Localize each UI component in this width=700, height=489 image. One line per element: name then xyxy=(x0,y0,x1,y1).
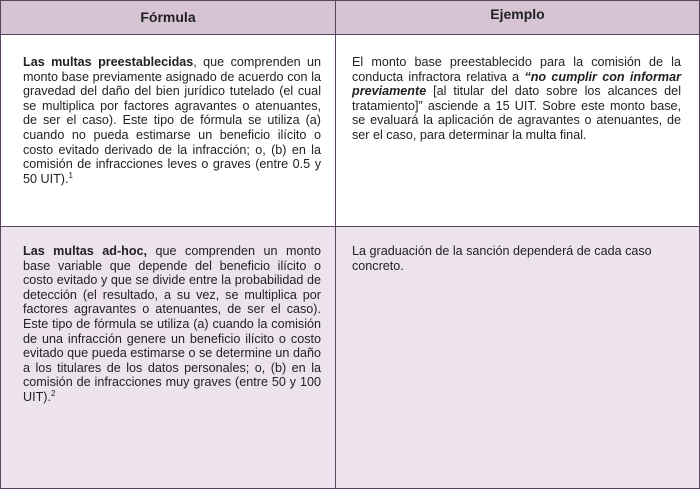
row1-formula-text: , que comprenden un monto base previamente asignado de acuerdo con la gravedad del daño del bien jurídico tutelado (el cual se multiplica por factores agravantes o atenuantes, de ser el caso). Este tipo de fórmula se utiliza (a) cuando no pueda estimarse un beneficio ilícito o costo evitado derivado de la infracción; o, (b) en la comisión de infracciones leves o graves (entre 0.5 y 50 UIT). xyxy=(23,55,321,186)
row1-example-pre: El monto base preestablecido para la comisión de la conducta infractora relativa a xyxy=(352,55,681,84)
footnote-ref-1: 1 xyxy=(68,170,73,180)
row1-example-cell xyxy=(336,35,699,227)
row2-example-cell xyxy=(336,227,699,488)
row2-formula-cell xyxy=(1,227,336,488)
row1-formula-cell xyxy=(1,35,336,227)
row1-example-post: [al titular del dato sobre los alcances del tratamiento]” asciende a 15 UIT. Sobre este monto base, se evaluará la aplicación de agravantes o atenuantes, de ser el caso, para determinar la multa final. xyxy=(352,84,681,142)
footnote-ref-2: 2 xyxy=(50,388,56,398)
row1-formula-term: Las multas preestablecidas xyxy=(23,55,194,69)
row1-example-emphasis: “no cumplir con informar previamente xyxy=(352,69,681,99)
row2-example-text: La graduación de la sanción dependerá de cada caso concreto. xyxy=(352,244,652,273)
header-example: Ejemplo xyxy=(336,1,699,35)
row2-formula-text: que comprenden un monto base variable que depende del beneficio ilícito o costo evitado y que se divide entre la probabilidad de detección (el resultado, a su vez, se multiplica por factores agravantes o atenuantes, de ser el caso). Este tipo de fórmula se utiliza (a) cuando la comisión de una infracción genere un beneficio ilícito o costo evitado que pueda estimarse o se determine un daño a los titulares de los datos personales; o, (b) en la comisión de infracciones muy graves (entre 50 y 100 UIT). xyxy=(23,244,322,404)
header-formula: Fórmula xyxy=(1,1,336,35)
row2-formula-term: Las multas ad-hoc, xyxy=(23,244,148,258)
